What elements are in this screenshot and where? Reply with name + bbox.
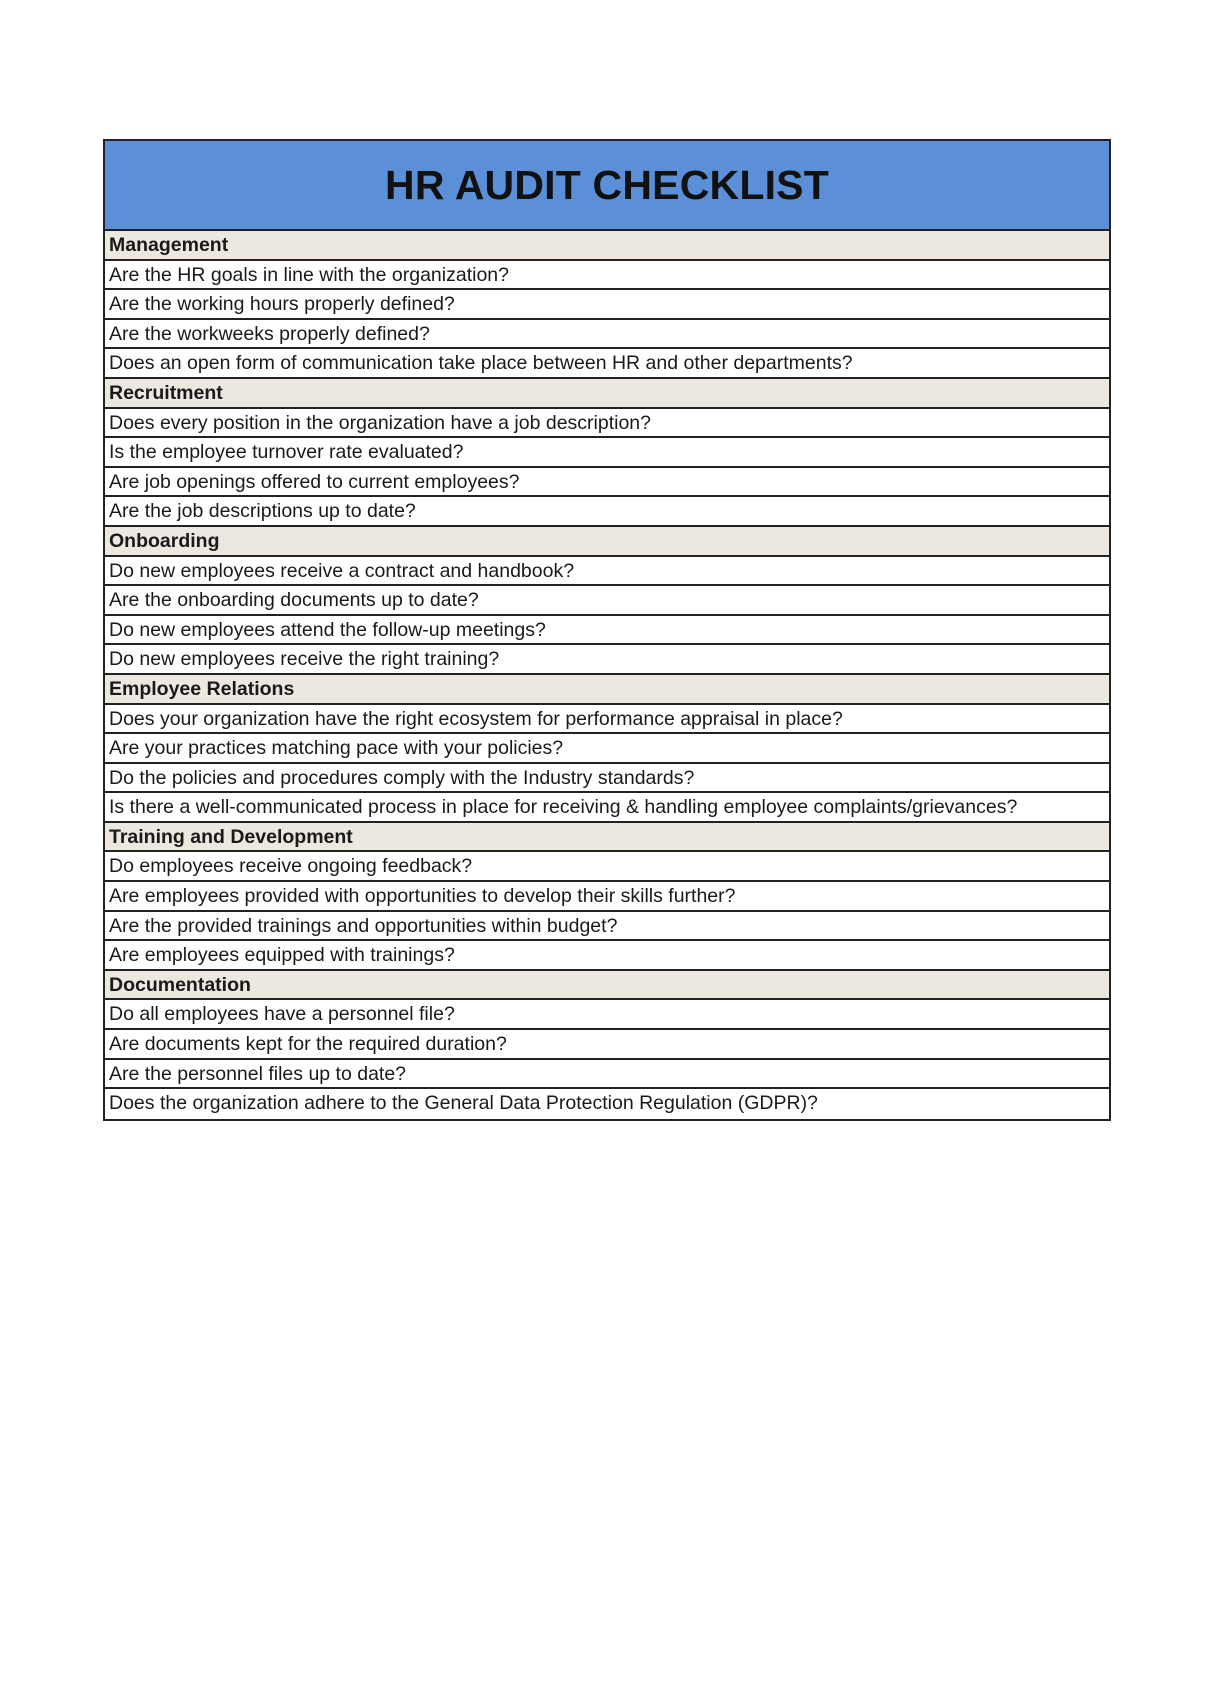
- checklist-item: Are the provided trainings and opportunities within budget?: [105, 912, 1109, 942]
- checklist-rows: [105, 231, 1109, 1119]
- checklist-item: Are the job descriptions up to date?: [105, 497, 1109, 527]
- section-heading: Onboarding: [105, 527, 1109, 557]
- checklist-table: [103, 139, 1111, 1121]
- checklist-item: Are job openings offered to current employees?: [105, 468, 1109, 498]
- checklist-item: Is the employee turnover rate evaluated?: [105, 438, 1109, 468]
- checklist-item: Are the workweeks properly defined?: [105, 320, 1109, 350]
- checklist-item: Are the working hours properly defined?: [105, 290, 1109, 320]
- checklist-item: Do employees receive ongoing feedback?: [105, 852, 1109, 882]
- checklist-item: Does your organization have the right ecosystem for performance appraisal in place?: [105, 705, 1109, 735]
- checklist-item: Do new employees receive a contract and handbook?: [105, 557, 1109, 587]
- checklist-item: Does an open form of communication take place between HR and other departments?: [105, 349, 1109, 379]
- checklist-item: Does every position in the organization have a job description?: [105, 409, 1109, 439]
- checklist-item: Are documents kept for the required duration?: [105, 1030, 1109, 1060]
- checklist-item: Are the HR goals in line with the organization?: [105, 261, 1109, 291]
- section-heading: Documentation: [105, 971, 1109, 1001]
- checklist-item: Are the onboarding documents up to date?: [105, 586, 1109, 616]
- checklist-item: Do new employees receive the right training?: [105, 645, 1109, 675]
- checklist-item: Are employees equipped with trainings?: [105, 941, 1109, 971]
- checklist-item: Does the organization adhere to the General Data Protection Regulation (GDPR)?: [109, 1092, 818, 1115]
- page-title: HR AUDIT CHECKLIST: [385, 161, 829, 208]
- section-heading: Employee Relations: [105, 675, 1109, 705]
- checklist-item: Do the policies and procedures comply with the Industry standards?: [105, 764, 1109, 794]
- checklist-item: Are employees provided with opportunities to develop their skills further?: [105, 882, 1109, 912]
- checklist-item: Are your practices matching pace with your policies?: [105, 734, 1109, 764]
- checklist-item: Are the personnel files up to date?: [105, 1060, 1109, 1090]
- section-heading: Management: [105, 231, 1109, 261]
- section-heading: Training and Development: [105, 823, 1109, 853]
- section-heading: Recruitment: [105, 379, 1109, 409]
- checklist-item: Do new employees attend the follow-up meetings?: [105, 616, 1109, 646]
- checklist-item: Do all employees have a personnel file?: [105, 1000, 1109, 1030]
- title-bar: [105, 141, 1109, 231]
- checklist-item: Is there a well-communicated process in place for receiving & handling employee complaints/grievances?: [105, 793, 1109, 823]
